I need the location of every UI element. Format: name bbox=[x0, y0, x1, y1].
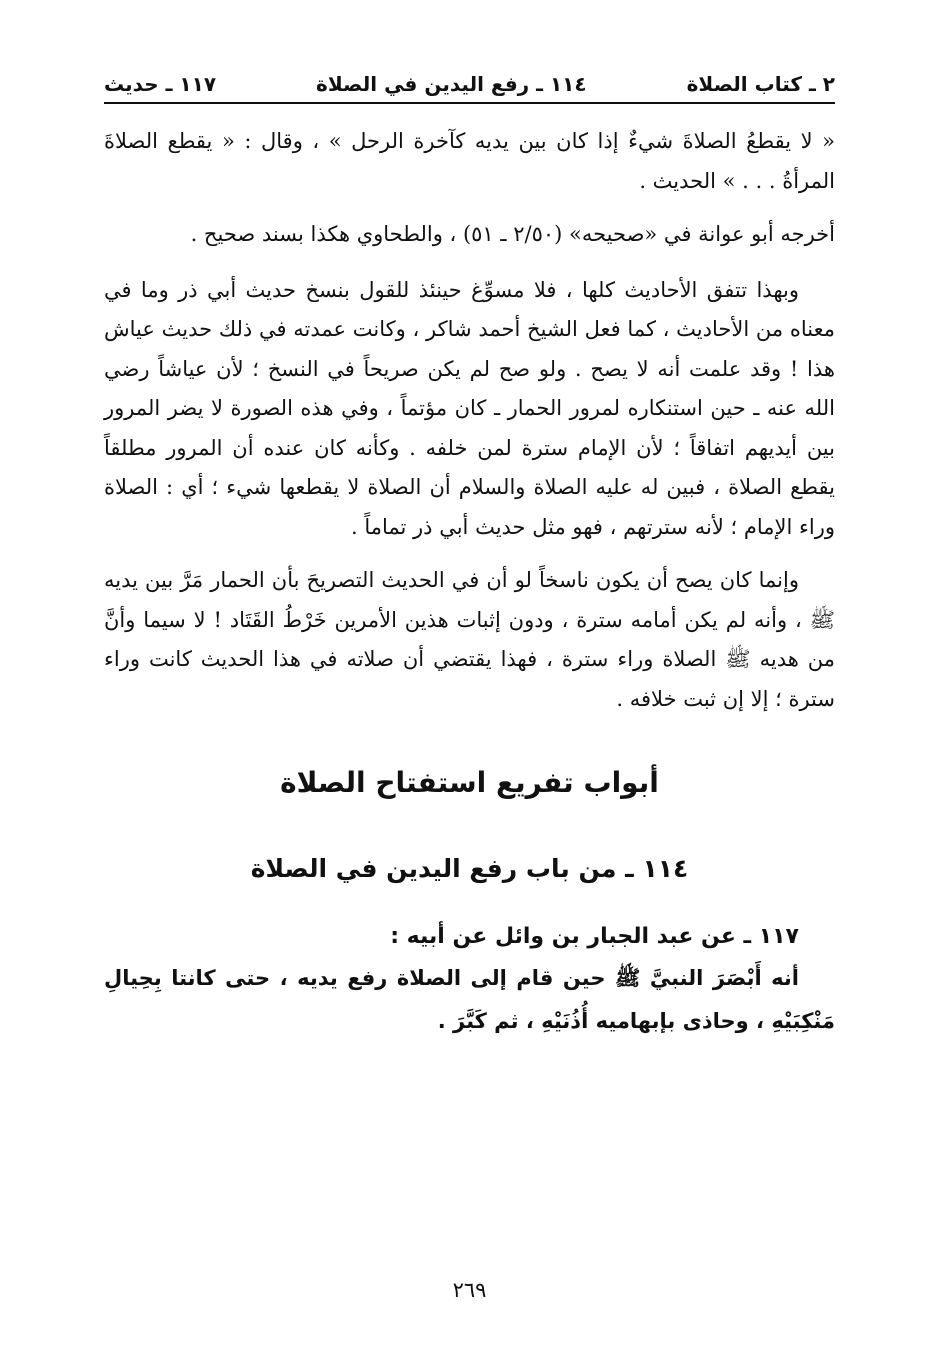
header-hadith-number: ١١٧ ـ حديث bbox=[104, 72, 217, 96]
paragraph-discussion: وبهذا تتفق الأحاديث كلها ، فلا مسوِّغ حينئذ للقول بنسخ حديث أبي ذر وما في معناه من الأحاديث ، كما فعل الشيخ أحمد شاكر ، وكانت عمدته في ذلك حديث عياش هذا ! وقد علمت أنه لا يصح . ولو صح لم يكن صريحاً في النسخ ؛ لأن عياشاً رضي الله عنه ـ حين استنكاره لمرور الحمار ـ كان مؤتماً ، وفي هذه الصورة لا يضر المرور بين أيديهم اتفاقاً ؛ لأن الإمام سترة لمن خلفه . وكأنه كان عنده أن المرور مطلقاً يقطع الصلاة ، فبين له عليه الصلاة والسلام أن الصلاة لا يقطعها شيء ؛ أي : الصلاة وراء الإمام ؛ لأنه سترتهم ، فهو مثل حديث أبي ذر تماماً . bbox=[104, 277, 835, 539]
header-rule bbox=[104, 102, 835, 104]
header-book-title: ٢ ـ كتاب الصلاة bbox=[686, 72, 835, 96]
header-chapter-title: ١١٤ ـ رفع اليدين في الصلاة bbox=[316, 72, 587, 96]
chapter-title: ١١٤ ـ من باب رفع اليدين في الصلاة bbox=[250, 854, 689, 883]
paragraph-takhrij: أخرجه أبو عوانة في «صحيحه» (٢/٥٠ ـ ٥١) ، والطحاوي هكذا بسند صحيح . bbox=[190, 222, 835, 246]
paragraph-conclusion: وإنما كان يصح أن يكون ناسخاً لو أن في الحديث التصريحَ بأن الحمار مَرَّ بين يديه ﷺ ، وأنه لم يكن أمامه سترة ، ودون إثبات هذين الأمرين خَرْطُ القَتَاد ! لا سيما وأنَّ من هديه ﷺ الصلاة وراء سترة ، فهذا يقتضي أن صلاته في هذا الحديث كانت وراء سترة ؛ إلا إن ثبت خلافه . bbox=[104, 568, 835, 711]
page-body bbox=[104, 122, 835, 1043]
section-title: أبواب تفريع استفتاح الصلاة bbox=[280, 766, 659, 799]
hadith-heading: ١١٧ ـ عن عبد الجبار بن وائل عن أبيه : bbox=[390, 924, 799, 949]
running-header bbox=[104, 62, 835, 96]
page-number: ٢٦٩ bbox=[452, 1278, 487, 1302]
hadith-text: أنه أَبْصَرَ النبيَّ ﷺ حين قام إلى الصلاة رفع يديه ، حتى كانتا بِحِيالِ مَنْكِبَيْهِ ، وحاذى بإبهاميه أُذُنَيْهِ ، ثم كَبَّرَ . bbox=[104, 966, 835, 1033]
paragraph-quote: « لا يقطعُ الصلاةَ شيءٌ إذا كان بين يديه كآخرة الرحل » ، وقال : « يقطع الصلاةَ المرأةُ . . . » الحديث . bbox=[104, 129, 835, 193]
